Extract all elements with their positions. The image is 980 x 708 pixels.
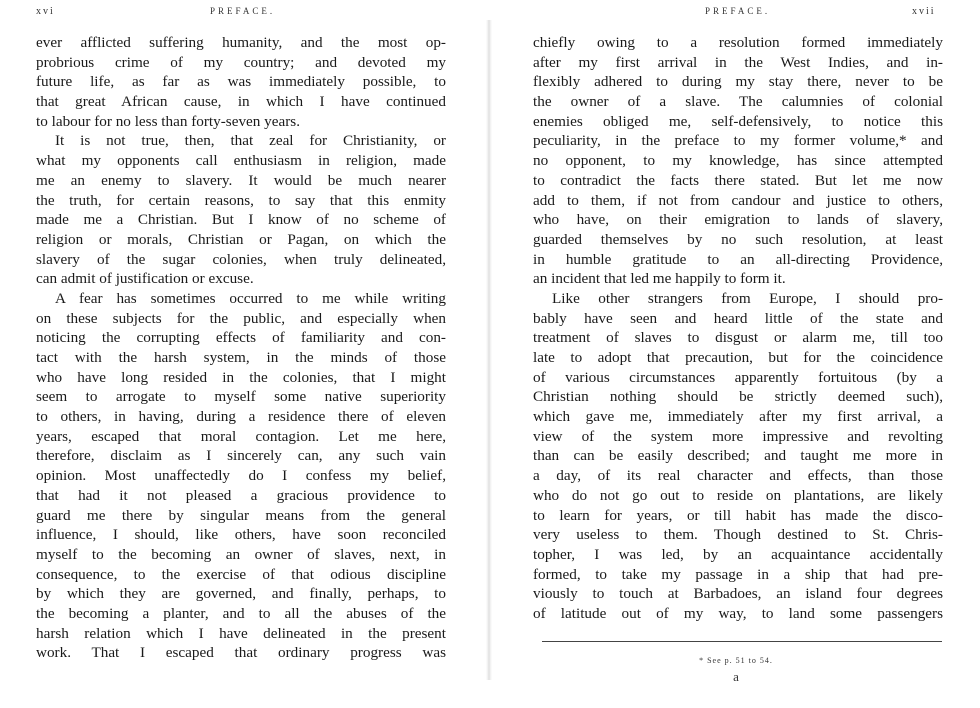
text-line: bably have seen and heard little of the state and — [533, 309, 943, 327]
text-line: the truth, for certain reasons, to say that this enmity — [36, 191, 446, 209]
text-line: treatment of slaves to disgust or alarm me, till too — [533, 329, 943, 347]
text-line: by which they are governed, and finally, perhaps, to — [36, 585, 446, 603]
left-running-title: PREFACE. — [210, 6, 276, 16]
text-line: to learn for years, or till habit has made the disco- — [533, 506, 943, 524]
text-line: therefore, disclaim as I sincerely can, any such vain — [36, 447, 446, 465]
text-line: probrious crime of my country; and devoted my — [36, 53, 446, 71]
text-line: a day, of its real character and effects, than those — [533, 467, 943, 485]
text-line: guard me there by singular means from the general — [36, 506, 446, 524]
text-line: formed, to take my passage in a ship that had pre- — [533, 565, 943, 583]
text-line: It is not true, then, that zeal for Christianity, or — [55, 132, 446, 150]
text-line: me an enemy to slavery. It would be much nearer — [36, 171, 446, 189]
text-line: peculiarity, in the preface to my former volume,* and — [533, 132, 943, 150]
right-page — [492, 0, 980, 708]
text-line: an incident that led me happily to form it. — [533, 270, 786, 288]
text-line: than can be easily described; and taught me more in — [533, 447, 943, 465]
text-line: to contradict the facts there stated. But let me now — [533, 171, 943, 189]
text-line: of various circumstances apparently fortuitous (by a — [533, 368, 943, 386]
text-line: enemies obliged me, self-defensively, to notice this — [533, 112, 943, 130]
text-line: Christian nothing should be strictly deemed such), — [533, 388, 943, 406]
text-line: seem to arrogate to myself some native superiority — [36, 388, 446, 406]
text-line: to others, in having, during a residence there of eleven — [36, 408, 446, 426]
text-line: flexibly adhered to during my stay there, never to be — [533, 73, 943, 91]
text-line: chiefly owing to a resolution formed immediately — [533, 34, 943, 51]
text-line: slavery of the sugar colonies, when truly delineated, — [36, 250, 446, 268]
text-line: topher, I was led, by an acquaintance accidentally — [533, 545, 943, 563]
text-line: add to them, if not from candour and justice to others, — [533, 191, 943, 209]
text-line: the owner of a slave. The calumnies of colonial — [533, 93, 943, 111]
text-line: who do not go out to reside on plantations, are likely — [533, 486, 943, 504]
text-line: what my opponents call enthusiasm in religion, made — [36, 152, 446, 170]
text-line: on these subjects for the public, and especially when — [36, 309, 446, 327]
text-line: late to adopt that precaution, but for the coincidence — [533, 349, 943, 366]
text-line: influence, I should, like others, have soon reconciled — [36, 526, 446, 544]
text-line: of latitude out of my way, to land some passengers — [533, 604, 943, 622]
text-line: work. That I escaped that ordinary progress was — [36, 644, 446, 662]
text-line: viously to touch at Barbadoes, an island four degrees — [533, 585, 943, 603]
text-line: no opponent, to my knowledge, has since attempted — [533, 152, 943, 170]
right-page-text — [533, 33, 943, 624]
text-line: myself to the becoming an owner of slaves, next, in — [36, 545, 446, 563]
text-line: religion or morals, Christian or Pagan, on which the — [36, 230, 446, 248]
text-line: which gave me, immediately after my first arrival, a — [533, 408, 943, 426]
footnote-rule — [542, 641, 942, 642]
text-line: the becoming a planter, and to all the abuses of the — [36, 604, 446, 622]
text-line: consequence, to the exercise of that odious discipline — [36, 565, 446, 583]
text-line: noticing the corrupting effects of familiarity and con- — [36, 329, 446, 347]
text-line: who have, on their emigration to lands of slavery, — [533, 211, 943, 229]
left-page — [0, 0, 488, 708]
right-running-title: PREFACE. — [705, 6, 771, 16]
left-page-number: xvi — [36, 6, 55, 17]
right-page-number: xvii — [912, 6, 936, 17]
text-line: opinion. Most unaffectedly do I confess my belief, — [36, 467, 446, 485]
text-line: in humble gratitude to an all-directing Providence, — [533, 250, 943, 268]
text-line: A fear has sometimes occurred to me while writing — [55, 289, 446, 307]
text-line: can admit of justification or excuse. — [36, 270, 254, 288]
text-line: Like other strangers from Europe, I should pro- — [552, 289, 943, 307]
text-line: view of the system more impressive and revolting — [533, 427, 943, 445]
text-line: very useless to them. Though destined to St. Chris- — [533, 526, 943, 544]
text-line: ever afflicted suffering humanity, and the most op- — [36, 34, 446, 51]
text-line: that had it not pleased a gracious providence to — [36, 486, 446, 504]
text-line: years, escaped that moral contagion. Let me here, — [36, 427, 446, 445]
text-line: future life, as far as was immediately possible, to — [36, 73, 446, 91]
signature-mark: a — [733, 669, 739, 684]
text-line: made me a Christian. But I know of no scheme of — [36, 211, 446, 229]
text-line: after my first arrival in the West Indies, and in- — [533, 53, 943, 71]
left-page-text — [36, 33, 446, 663]
text-line: to labour for no less than forty-seven years. — [36, 112, 301, 130]
text-line: who have long resided in the colonies, that I might — [36, 368, 446, 386]
text-line: harsh relation which I have delineated in the present — [36, 624, 446, 642]
text-line: guarded themselves by no such resolution, at least — [533, 230, 943, 248]
footnote: * See p. 51 to 54. — [699, 656, 773, 665]
text-line: that great African cause, in which I have continued — [36, 93, 446, 111]
text-line: tact with the harsh system, in the minds of those — [36, 349, 446, 366]
